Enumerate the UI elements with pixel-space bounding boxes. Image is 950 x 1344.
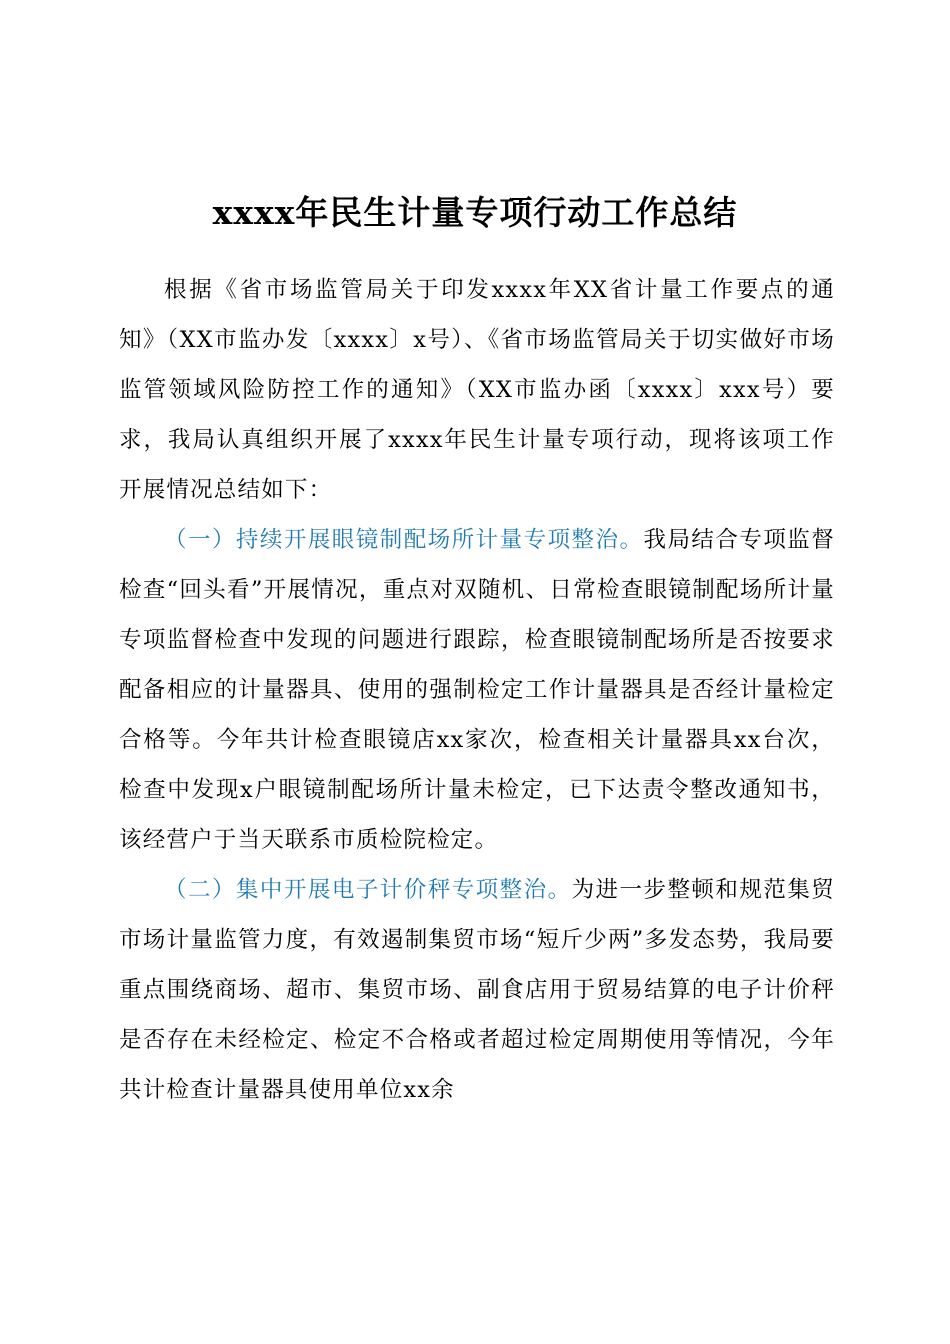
section-heading-1: （一）持续开展眼镜制配场所计量专项整治。 bbox=[164, 527, 644, 553]
section-heading-2: （二）集中开展电子计价秤专项整治。 bbox=[164, 877, 572, 903]
section-paragraph-1 bbox=[119, 515, 835, 865]
document-body bbox=[119, 265, 835, 1115]
document-title: xxxx年民生计量专项行动工作总结 bbox=[212, 193, 738, 232]
paragraph-text: 根据《省市场监管局关于印发xxxx年XX省计量工作要点的通知》（XX市监办发〔xxxx〕x号）、《省市场监管局关于切实做好市场监管领域风险防控工作的通知》（XX市监办函〔xxxx〕xxx号）要求，我局认真组织开展了xxxx年民生计量专项行动，现将该项工作开展情况总结如下： bbox=[119, 277, 835, 503]
paragraph-text: 为进一步整顿和规范集贸市场计量监管力度，有效遏制集贸市场“短斤少两”多发态势，我局要重点围绕商场、超市、集贸市场、副食店用于贸易结算的电子计价秤是否存在未经检定、检定不合格或者超过检定周期使用等情况，今年共计检查计量器具使用单位xx余 bbox=[119, 877, 836, 1103]
paragraph-text: 我局结合专项监督检查“回头看”开展情况，重点对双随机、日常检查眼镜制配场所计量专项监督检查中发现的问题进行跟踪，检查眼镜制配场所是否按要求配备相应的计量器具、使用的强制检定工作计量器具是否经计量检定合格等。今年共计检查眼镜店xx家次，检查相关计量器具xx台次，检查中发现x户眼镜制配场所计量未检定，已下达责令整改通知书，该经营户于当天联系市质检院检定。 bbox=[119, 527, 835, 853]
intro-paragraph bbox=[119, 265, 835, 515]
section-paragraph-2 bbox=[119, 865, 835, 1115]
